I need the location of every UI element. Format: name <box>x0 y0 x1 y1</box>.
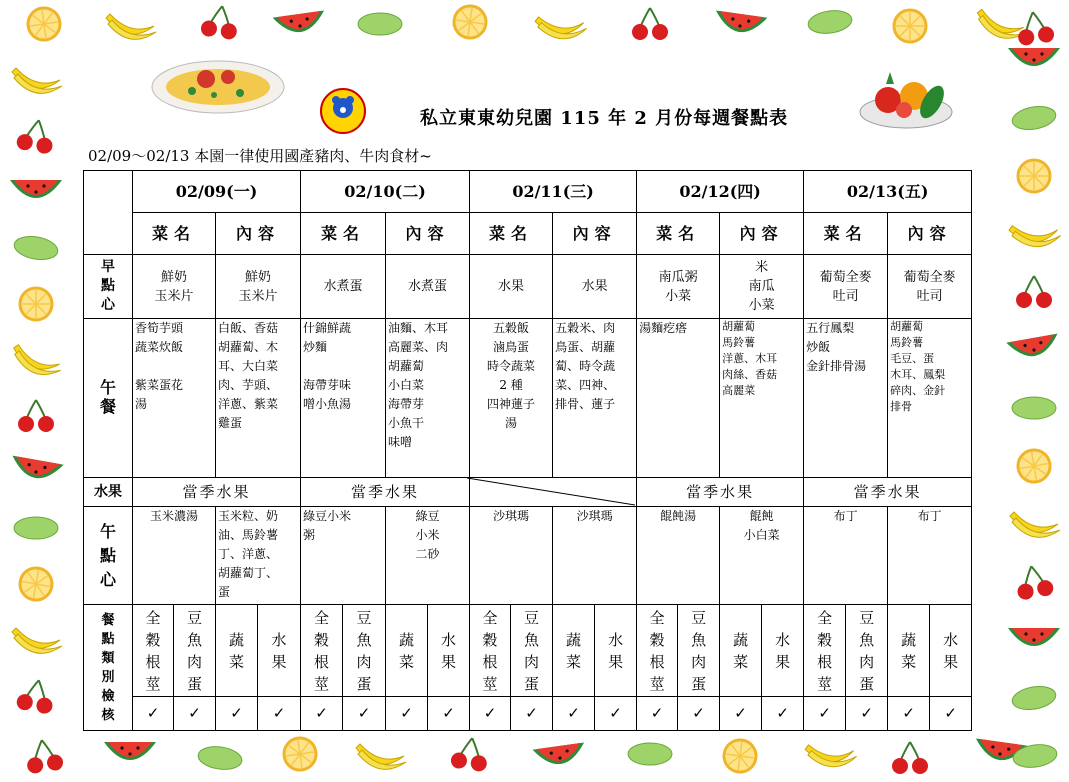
check-mark: ✓ <box>301 697 343 731</box>
menu-line: 小魚干 <box>388 416 425 430</box>
watermelon-icon <box>528 734 593 782</box>
category-label <box>846 605 888 697</box>
category-label <box>804 605 846 697</box>
category-text: 豆魚肉蛋 <box>691 608 707 693</box>
banana-icon <box>6 620 66 660</box>
breakfast-dish <box>637 255 720 319</box>
menu-line: 綠豆小米 <box>303 509 352 523</box>
menu-line: 蛋 <box>218 585 231 599</box>
menu-line: 玉米濃湯 <box>149 509 198 523</box>
menu-line: 碎肉、金針 <box>890 384 946 397</box>
menu-line: 湯 <box>135 397 148 411</box>
menu-line: 玉米片 <box>154 288 194 304</box>
check-mark: ✓ <box>343 697 386 731</box>
snack-content <box>720 507 804 605</box>
menu-line: 吐司 <box>916 288 943 304</box>
empty-fruit-diagonal <box>467 477 635 507</box>
menu-line: 高麗菜、肉 <box>388 340 449 354</box>
menu-line: 五穀飯 <box>493 321 530 335</box>
day-header: 02/10(二) <box>301 171 470 213</box>
category-text: 全穀根莖 <box>817 608 833 693</box>
watermelon-icon <box>6 172 66 212</box>
banana-icon <box>1004 504 1064 544</box>
menu-line: 吐司 <box>832 288 859 304</box>
content-header: 內容 <box>553 213 637 255</box>
category-text: 豆魚肉蛋 <box>524 608 540 693</box>
cherry-icon <box>6 396 66 436</box>
menu-line: 馬鈴薯 <box>722 336 756 349</box>
category-text: 蔬菜 <box>228 630 244 671</box>
cherry-icon <box>438 730 503 778</box>
check-mark: ✓ <box>762 697 804 731</box>
green-icon <box>1003 732 1068 780</box>
menu-line: 時令蔬菜 <box>487 359 536 373</box>
green-icon <box>188 734 253 782</box>
pasta-dish-illustration <box>148 55 288 115</box>
cherry-icon <box>12 732 77 780</box>
menu-line: 什錦鮮蔬 <box>303 321 352 335</box>
green-icon <box>620 734 680 774</box>
menu-line: 雞蛋 <box>218 416 243 430</box>
menu-line: 綠豆 <box>415 509 440 523</box>
watermelon-icon <box>3 447 69 497</box>
check-row <box>84 697 972 731</box>
cherry-icon <box>620 4 680 44</box>
menu-line: 小菜 <box>665 288 692 304</box>
category-text: 水果 <box>608 630 624 671</box>
cherry-icon <box>3 671 69 721</box>
menu-line: 水果 <box>581 279 608 294</box>
category-label <box>888 605 930 697</box>
page-title: 私立東東幼兒園 115 年 2 月份每週餐點表 <box>420 108 789 129</box>
menu-line: 紫菜蛋花 <box>135 378 184 392</box>
watermelon-icon <box>1004 40 1064 80</box>
lunch-dish <box>637 319 720 478</box>
menu-line: 白飯、香菇 <box>218 321 279 335</box>
lemon-icon <box>12 0 77 48</box>
category-text: 豆魚肉蛋 <box>186 608 202 693</box>
banana-icon <box>3 335 69 385</box>
category-text: 水果 <box>271 630 287 671</box>
dish-header: 菜名 <box>301 213 386 255</box>
day-header: 02/12(四) <box>637 171 804 213</box>
category-text: 全穀根莖 <box>649 608 665 693</box>
menu-line <box>135 357 213 376</box>
menu-line: 蔔、時令蔬 <box>555 359 616 373</box>
menu-line: 玉米粒、奶 <box>218 509 279 523</box>
menu-line: 海帶芽 <box>388 397 425 411</box>
green-icon <box>798 0 863 46</box>
category-text: 全穀根莖 <box>145 608 161 693</box>
menu-line: 米 <box>755 260 769 275</box>
fruit-cell: 當季水果 <box>133 478 301 507</box>
menu-line: 胡蘿蔔 <box>722 320 756 333</box>
menu-line: 油麵、木耳 <box>388 321 449 335</box>
category-label <box>511 605 553 697</box>
lemon-icon <box>268 730 333 778</box>
category-text: 水果 <box>441 630 457 671</box>
day-header: 02/13(五) <box>804 171 972 213</box>
school-logo-icon <box>318 88 368 134</box>
category-text: 全穀根莖 <box>482 608 498 693</box>
menu-line: 湯 <box>505 416 518 430</box>
menu-line: 2 種 <box>499 378 523 392</box>
menu-line: 油、馬鈴薯 <box>218 528 279 542</box>
watermelon-icon <box>268 2 333 50</box>
menu-line: 高麗菜 <box>722 384 756 397</box>
day-header: 02/11(三) <box>470 171 637 213</box>
check-mark: ✓ <box>386 697 428 731</box>
snack-dish <box>804 507 888 605</box>
menu-line: 滷鳥蛋 <box>493 340 530 354</box>
content-header: 內容 <box>720 213 804 255</box>
category-label <box>470 605 511 697</box>
category-label <box>343 605 386 697</box>
menu-line: 沙琪瑪 <box>493 509 530 523</box>
menu-line: 排骨、蓮子 <box>555 397 616 411</box>
banana-icon <box>100 6 160 46</box>
watermelon-icon <box>100 734 160 774</box>
menu-line: 餛飩 <box>749 509 774 523</box>
dish-header: 菜名 <box>470 213 553 255</box>
row-label-check: 餐點類別檢核 <box>84 605 133 731</box>
category-text: 水果 <box>943 630 959 671</box>
lunch-dish <box>301 319 386 478</box>
menu-line: 小菜 <box>748 298 775 313</box>
snack-content <box>553 507 637 605</box>
menu-line: 布丁 <box>917 509 942 523</box>
lemon-icon <box>880 6 940 46</box>
lunch-content <box>888 319 972 478</box>
category-label <box>386 605 428 697</box>
menu-line: 炒飯 <box>806 340 831 354</box>
menu-line: 水煮蛋 <box>408 279 448 294</box>
menu-line: 木耳、鳳梨 <box>890 368 946 381</box>
snack-content <box>888 507 972 605</box>
menu-line: 味噌 <box>388 435 413 449</box>
snack-dish <box>301 507 386 605</box>
menu-line <box>303 357 383 376</box>
category-text: 豆魚肉蛋 <box>356 608 372 693</box>
breakfast-content <box>386 255 470 319</box>
breakfast-row <box>84 255 972 319</box>
cherry-icon <box>1004 272 1064 312</box>
breakfast-content <box>553 255 637 319</box>
lemon-icon <box>3 559 69 609</box>
check-mark: ✓ <box>720 697 762 731</box>
category-text: 蔬菜 <box>901 630 917 671</box>
lemon-icon <box>1004 156 1064 196</box>
green-icon <box>350 4 410 44</box>
category-label <box>301 605 343 697</box>
breakfast-content <box>216 255 301 319</box>
menu-line: 四神蓮子 <box>487 397 536 411</box>
weekly-menu-table <box>83 170 972 731</box>
menu-line: 沙琪瑪 <box>576 509 613 523</box>
breakfast-dish <box>133 255 216 319</box>
lunch-dish <box>470 319 553 478</box>
menu-line: 葡萄全麥 <box>903 269 956 285</box>
category-label <box>720 605 762 697</box>
menu-line: 南瓜 <box>748 279 775 294</box>
category-text: 蔬菜 <box>566 630 582 671</box>
green-icon <box>1001 673 1067 723</box>
menu-line: 海帶芽味 <box>303 378 352 392</box>
snack-dish <box>637 507 720 605</box>
category-label <box>216 605 258 697</box>
check-mark: ✓ <box>637 697 678 731</box>
snack-dish <box>470 507 553 605</box>
category-label <box>258 605 301 697</box>
cherry-icon <box>3 111 69 161</box>
lemon-icon <box>6 284 66 324</box>
category-label <box>428 605 470 697</box>
menu-line: 餛飩湯 <box>660 509 697 523</box>
category-text: 全穀根莖 <box>314 608 330 693</box>
menu-line: 鮮奶 <box>160 269 187 285</box>
row-label-lunch: 午餐 <box>84 319 133 478</box>
category-row <box>84 605 972 697</box>
lemon-icon <box>1001 441 1067 491</box>
green-icon <box>1001 93 1067 143</box>
snack-dish <box>133 507 216 605</box>
content-header: 內容 <box>216 213 301 255</box>
row-label-fruit: 水果 <box>84 478 133 507</box>
check-mark: ✓ <box>804 697 846 731</box>
menu-line: 玉米片 <box>238 288 278 304</box>
category-label <box>595 605 637 697</box>
notice-text: 02/09～02/13 本園一律使用國產豬肉、牛肉食材~ <box>88 147 432 165</box>
category-text: 水果 <box>775 630 791 671</box>
lemon-icon <box>438 0 503 46</box>
sub-header-row <box>84 213 972 255</box>
category-label <box>930 605 972 697</box>
dish-header: 菜名 <box>637 213 720 255</box>
lunch-dish <box>133 319 216 478</box>
dish-header: 菜名 <box>804 213 888 255</box>
menu-line: 蔬菜炊飯 <box>135 340 184 354</box>
snack-content <box>216 507 301 605</box>
menu-line: 五穀米、肉 <box>555 321 616 335</box>
menu-line: 水果 <box>498 279 525 294</box>
menu-line: 小白菜 <box>743 528 780 542</box>
menu-line: 胡蘿蔔 <box>388 359 425 373</box>
menu-line: 肉絲、香菇 <box>722 368 778 381</box>
row-label-snack: 午點心 <box>84 507 133 605</box>
menu-line: 胡蘿蔔丁、 <box>218 566 279 580</box>
menu-line: 排骨 <box>890 400 913 413</box>
banana-icon <box>350 736 410 776</box>
check-mark: ✓ <box>930 697 972 731</box>
lemon-icon <box>708 732 773 780</box>
menu-line: 香筍芋頭 <box>135 321 184 335</box>
cherry-icon <box>880 738 940 778</box>
menu-line: 洋蔥、紫菜 <box>218 397 279 411</box>
menu-line: 五行鳳梨 <box>806 321 855 335</box>
menu-line: 小白菜 <box>388 378 425 392</box>
day-header-row <box>84 171 972 213</box>
menu-line: 南瓜粥 <box>658 269 698 285</box>
snack-content <box>386 507 470 605</box>
check-mark: ✓ <box>846 697 888 731</box>
banana-icon <box>1001 209 1067 259</box>
menu-line: 金針排骨湯 <box>806 359 867 373</box>
fruit-cell: 當季水果 <box>637 478 804 507</box>
content-header: 內容 <box>888 213 972 255</box>
green-icon <box>6 508 66 548</box>
category-text: 蔬菜 <box>399 630 415 671</box>
check-mark: ✓ <box>133 697 174 731</box>
menu-line: 胡蘿蔔 <box>890 320 924 333</box>
menu-line: 毛豆、蛋 <box>890 352 935 365</box>
fruit-cell: 當季水果 <box>301 478 470 507</box>
day-header: 02/09(一) <box>133 171 301 213</box>
breakfast-content <box>720 255 804 319</box>
lunch-content <box>553 319 637 478</box>
menu-line: 粥 <box>303 528 316 542</box>
cherry-icon <box>188 0 253 46</box>
category-label <box>553 605 595 697</box>
lunch-row <box>84 319 972 478</box>
menu-line: 馬鈴薯 <box>890 336 924 349</box>
category-label <box>678 605 720 697</box>
green-icon <box>1004 388 1064 428</box>
check-mark: ✓ <box>174 697 216 731</box>
corner-cell <box>84 171 133 255</box>
lunch-content <box>386 319 470 478</box>
breakfast-dish <box>301 255 386 319</box>
row-label-breakfast: 早點心 <box>84 255 133 319</box>
category-label <box>133 605 174 697</box>
check-mark: ✓ <box>888 697 930 731</box>
menu-line: 布丁 <box>833 509 858 523</box>
vegetables-illustration <box>858 62 954 130</box>
check-mark: ✓ <box>216 697 258 731</box>
breakfast-dish <box>804 255 888 319</box>
lunch-content <box>216 319 301 478</box>
menu-line: 耳、大白菜 <box>218 359 279 373</box>
check-mark: ✓ <box>595 697 637 731</box>
check-mark: ✓ <box>678 697 720 731</box>
check-mark: ✓ <box>470 697 511 731</box>
check-mark: ✓ <box>428 697 470 731</box>
check-mark: ✓ <box>258 697 301 731</box>
menu-line: 菜、四神、 <box>555 378 616 392</box>
menu-line: 肉、芋頭、 <box>218 378 279 392</box>
cherry-icon <box>1001 557 1067 607</box>
banana-icon <box>528 2 593 50</box>
check-mark: ✓ <box>553 697 595 731</box>
category-label <box>637 605 678 697</box>
menu-line: 鳥蛋、胡蘿 <box>555 340 616 354</box>
menu-line: 湯麵疙瘩 <box>639 321 688 335</box>
content-header: 內容 <box>386 213 470 255</box>
snack-row <box>84 507 972 605</box>
dish-header: 菜名 <box>133 213 216 255</box>
menu-line: 炒麵 <box>303 340 328 354</box>
watermelon-icon <box>708 2 773 50</box>
menu-line: 丁、洋蔥、 <box>218 547 279 561</box>
lunch-dish <box>804 319 888 478</box>
menu-line: 洋蔥、木耳 <box>722 352 778 365</box>
category-label <box>762 605 804 697</box>
menu-line: 噌小魚湯 <box>303 397 352 411</box>
menu-line: 小米 <box>415 528 440 542</box>
category-text: 蔬菜 <box>733 630 749 671</box>
menu-line: 水煮蛋 <box>323 279 363 294</box>
banana-icon <box>6 60 66 100</box>
green-icon <box>3 223 69 273</box>
fruit-cell: 當季水果 <box>804 478 972 507</box>
menu-line: 鮮奶 <box>245 269 272 285</box>
menu-line: 二砂 <box>415 547 440 561</box>
check-mark: ✓ <box>511 697 553 731</box>
menu-line: 胡蘿蔔、木 <box>218 340 279 354</box>
breakfast-dish <box>470 255 553 319</box>
breakfast-content <box>888 255 972 319</box>
watermelon-icon <box>1001 325 1067 375</box>
banana-icon <box>798 730 863 778</box>
menu-line: 葡萄全麥 <box>819 269 872 285</box>
category-text: 豆魚肉蛋 <box>859 608 875 693</box>
category-label <box>174 605 216 697</box>
watermelon-icon <box>1004 620 1064 660</box>
lunch-content <box>720 319 804 478</box>
